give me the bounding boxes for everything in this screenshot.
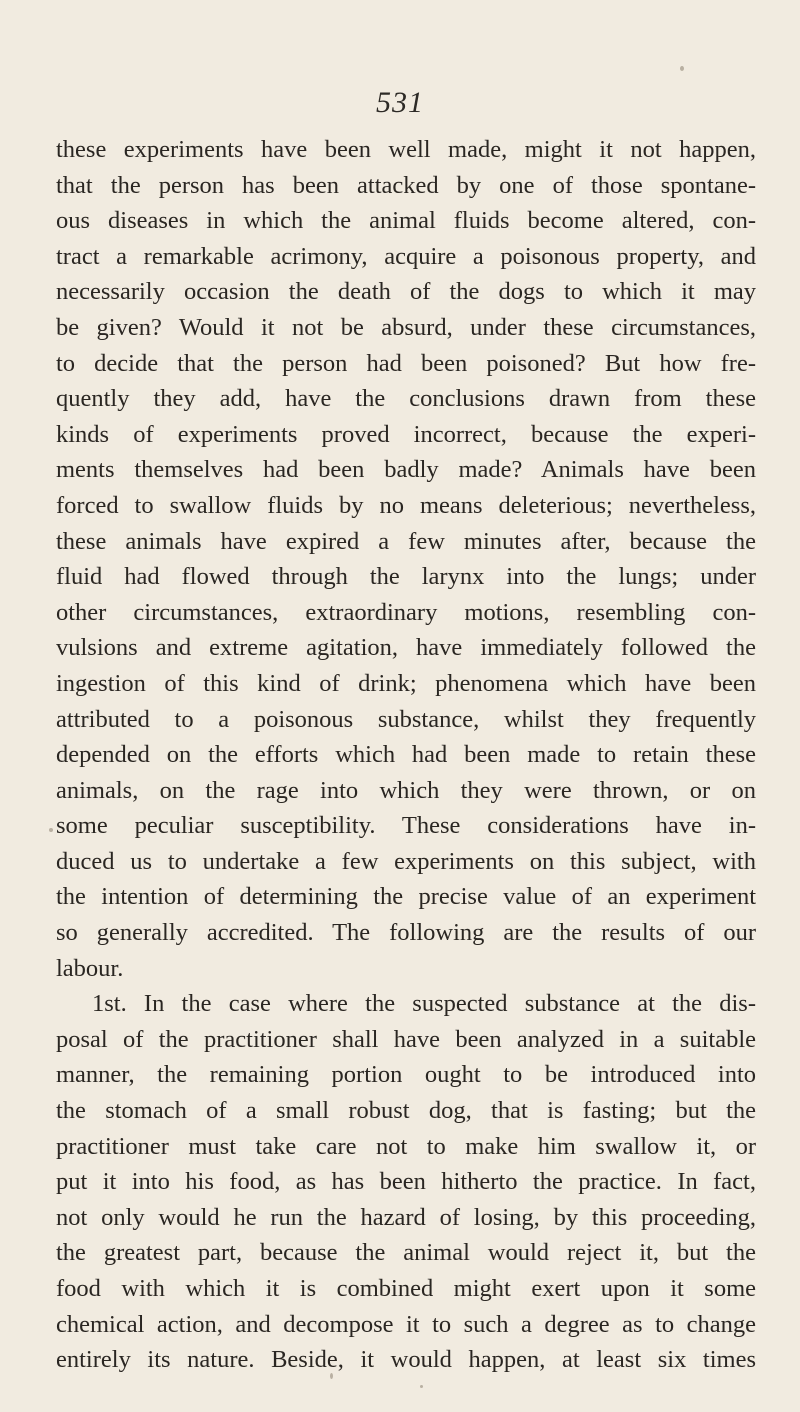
text-line: that the person has been attacked by one of those spontane- [56, 171, 756, 199]
text-line: chemical action, and decompose it to such a degree as to change [56, 1310, 756, 1338]
text-line: practitioner must take care not to make him swallow it, or [56, 1132, 756, 1160]
text-line: depended on the efforts which had been made to retain these [56, 741, 756, 769]
text-line: ous diseases in which the animal fluids become altered, con- [56, 207, 756, 235]
text-line: fluid had flowed through the larynx into the lungs; under [56, 563, 756, 591]
text-line: kinds of experiments proved incorrect, because the experi- [56, 420, 756, 448]
text-line: these experiments have been well made, might it not happen, [56, 136, 756, 163]
text-line: labour. [56, 954, 124, 982]
text-line: not only would he run the hazard of losing, by this proceeding, [56, 1203, 756, 1231]
text-line: vulsions and extreme agitation, have immediately followed the [56, 634, 756, 662]
text-line: necessarily occasion the death of the dogs to which it may [56, 278, 756, 306]
text-line: ments themselves had been badly made? Animals have been [56, 456, 756, 484]
text-line: put it into his food, as has been hitherto the practice. In fact, [56, 1168, 756, 1196]
text-line: be given? Would it not be absurd, under these circumstances, [56, 313, 756, 341]
text-line: these animals have expired a few minutes after, because the [56, 527, 756, 555]
text-line: ingestion of this kind of drink; phenomena which have been [56, 669, 756, 697]
text-line: manner, the remaining portion ought to be introduced into [56, 1061, 756, 1089]
text-line: entirely its nature. Beside, it would happen, at least six times [56, 1346, 756, 1374]
text-line: the stomach of a small robust dog, that is fasting; but the [56, 1097, 756, 1125]
text-line: the intention of determining the precise value of an experiment [56, 883, 756, 911]
text-line: the greatest part, because the animal would reject it, but the [56, 1239, 756, 1267]
text-line: animals, on the rage into which they were thrown, or on [56, 776, 756, 804]
text-line: other circumstances, extraordinary motions, resembling con- [56, 598, 756, 626]
page-number: 531 [376, 86, 424, 119]
text-line: forced to swallow fluids by no means deleterious; nevertheless, [56, 491, 756, 519]
body-text [56, 132, 756, 1378]
text-line: some peculiar susceptibility. These considerations have in- [56, 812, 756, 840]
text-line: food with which it is combined might exert upon it some [56, 1275, 756, 1302]
text-line: duced us to undertake a few experiments on this subject, with [56, 847, 756, 875]
paragraph-first-line: 1st. In the case where the suspected substance at the dis- [92, 990, 756, 1018]
text-line: to decide that the person had been poisoned? But how fre- [56, 349, 756, 377]
text-line: tract a remarkable acrimony, acquire a poisonous property, and [56, 242, 756, 270]
text-line: so generally accredited. The following are the results of our [56, 919, 756, 947]
text-line: quently they add, have the conclusions drawn from these [56, 385, 756, 413]
text-line: attributed to a poisonous substance, whilst they frequently [56, 705, 756, 733]
text-line: posal of the practitioner shall have been analyzed in a suitable [56, 1025, 756, 1053]
